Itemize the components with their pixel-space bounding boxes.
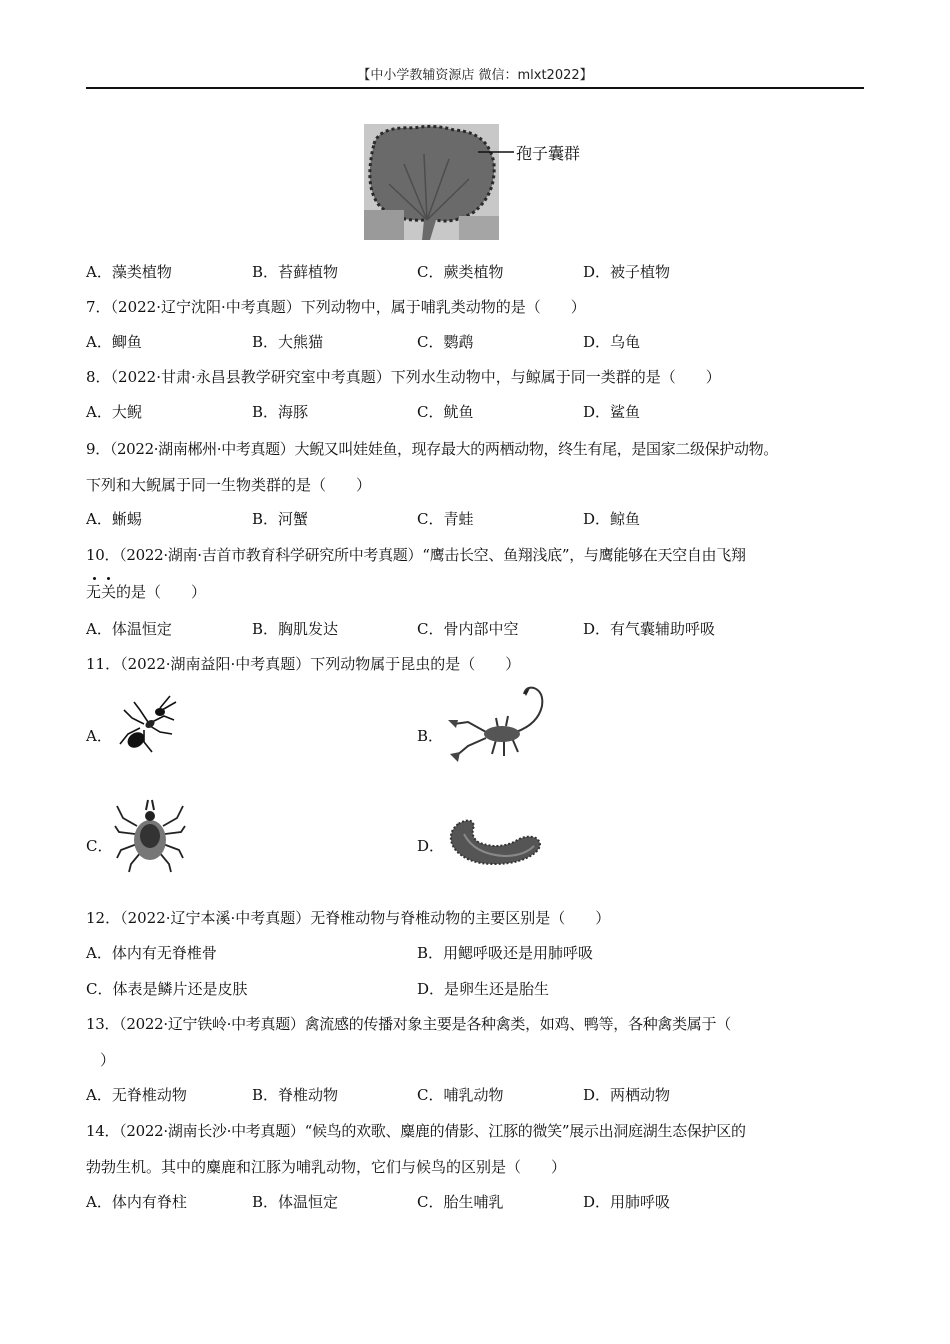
scorpion-image <box>446 684 550 768</box>
header-rule <box>86 87 864 89</box>
q9-option-b: B．河蟹 <box>252 510 309 528</box>
q9-option-a: A．蜥蜴 <box>86 510 142 528</box>
q10-option-b: B．胸肌发达 <box>252 620 339 638</box>
page-header: 【中小学教辅资源店 微信：mlxt2022】 <box>357 68 593 83</box>
q11-option-d: D． <box>417 837 445 855</box>
ant-image <box>114 690 184 764</box>
label-pointer-line <box>478 150 514 154</box>
q11-option-b: B． <box>417 727 444 745</box>
q14-option-d: D．用肺呼吸 <box>583 1193 671 1211</box>
q8-option-d: D．鲨鱼 <box>583 403 641 421</box>
q11-stem: 11．（2022·湖南益阳·中考真题）下列动物属于昆虫的是（ ） <box>86 655 521 673</box>
q7-stem: 7．（2022·辽宁沈阳·中考真题）下列动物中，属于哺乳类动物的是（ ） <box>86 298 586 316</box>
q9-option-c: C．青蛙 <box>417 510 474 528</box>
q12-option-a: A．体内有无脊椎骨 <box>86 944 217 962</box>
q14-option-c: C．胎生哺乳 <box>417 1193 504 1211</box>
q7-option-d: D．乌龟 <box>583 333 641 351</box>
q7-option-b: B．大熊猫 <box>252 333 324 351</box>
q14-option-b: B．体温恒定 <box>252 1193 339 1211</box>
q13-option-d: D．两栖动物 <box>583 1086 671 1104</box>
q12-option-c: C．体表是鳞片还是皮肤 <box>86 980 248 998</box>
q14-option-a: A．体内有脊柱 <box>86 1193 187 1211</box>
q7-option-a: A．鲫鱼 <box>86 333 142 351</box>
q10-option-d: D．有气囊辅助呼吸 <box>583 620 716 638</box>
q10-option-a: A．体温恒定 <box>86 620 172 638</box>
emphasis-dot <box>107 577 110 580</box>
q10-option-c: C．骨内部中空 <box>417 620 519 638</box>
tick-image <box>113 796 187 874</box>
q7-option-c: C．鹦鹉 <box>417 333 474 351</box>
q6-option-c: C．蕨类植物 <box>417 263 504 281</box>
q10-stem-line1: 10．（2022·湖南·吉首市教育科学研究所中考真题）“鹰击长空、鱼翔浅底”，与鹰能够在天空自由飞翔 <box>86 546 746 564</box>
q9-stem-line2: 下列和大鲵属于同一生物类群的是（ ） <box>86 476 372 494</box>
q8-option-b: B．海豚 <box>252 403 309 421</box>
q6-option-a: A．藻类植物 <box>86 263 172 281</box>
q13-option-b: B．脊椎动物 <box>252 1086 339 1104</box>
millipede-image <box>444 804 544 872</box>
q9-stem-line1: 9．（2022·湖南郴州·中考真题）大鲵又叫娃娃鱼，现存最大的两栖动物，终生有尾，是国家二级保护动物。 <box>86 440 778 458</box>
q13-stem-line1: 13．（2022·辽宁铁岭·中考真题）禽流感的传播对象主要是各种禽类，如鸡、鸭等，各种禽类属于（ <box>86 1015 731 1033</box>
q13-option-a: A．无脊椎动物 <box>86 1086 187 1104</box>
q6-option-d: D．被子植物 <box>583 263 671 281</box>
q6-option-b: B．苔藓植物 <box>252 263 339 281</box>
q12-option-d: D．是卵生还是胎生 <box>417 980 550 998</box>
q8-option-a: A．大鲵 <box>86 403 142 421</box>
q11-option-c: C． <box>86 837 113 855</box>
q12-option-b: B．用鳃呼吸还是用肺呼吸 <box>417 944 594 962</box>
fern-leaf-image <box>364 124 499 240</box>
q8-stem: 8．（2022·甘肃·永昌县教学研究室中考真题）下列水生动物中，与鲸属于同一类群的是（ ） <box>86 368 721 386</box>
q13-stem-line2: ） <box>100 1051 116 1069</box>
q14-stem-line2: 勃勃生机。其中的麋鹿和江豚为哺乳动物，它们与候鸟的区别是（ ） <box>86 1158 567 1176</box>
q13-option-c: C．哺乳动物 <box>417 1086 504 1104</box>
q11-option-a: A． <box>86 727 112 745</box>
fern-figure-label: 孢子囊群 <box>516 144 581 163</box>
q10-stem-line2: 无关的是（ ） <box>86 583 207 601</box>
emphasis-dot <box>93 577 96 580</box>
q9-option-d: D．鲸鱼 <box>583 510 641 528</box>
q14-stem-line1: 14．（2022·湖南长沙·中考真题）“候鸟的欢歌、麋鹿的倩影、江豚的微笑”展示出洞庭湖生态保护区的 <box>86 1122 746 1140</box>
q8-option-c: C．鱿鱼 <box>417 403 474 421</box>
q12-stem: 12．（2022·辽宁本溪·中考真题）无脊椎动物与脊椎动物的主要区别是（ ） <box>86 909 611 927</box>
